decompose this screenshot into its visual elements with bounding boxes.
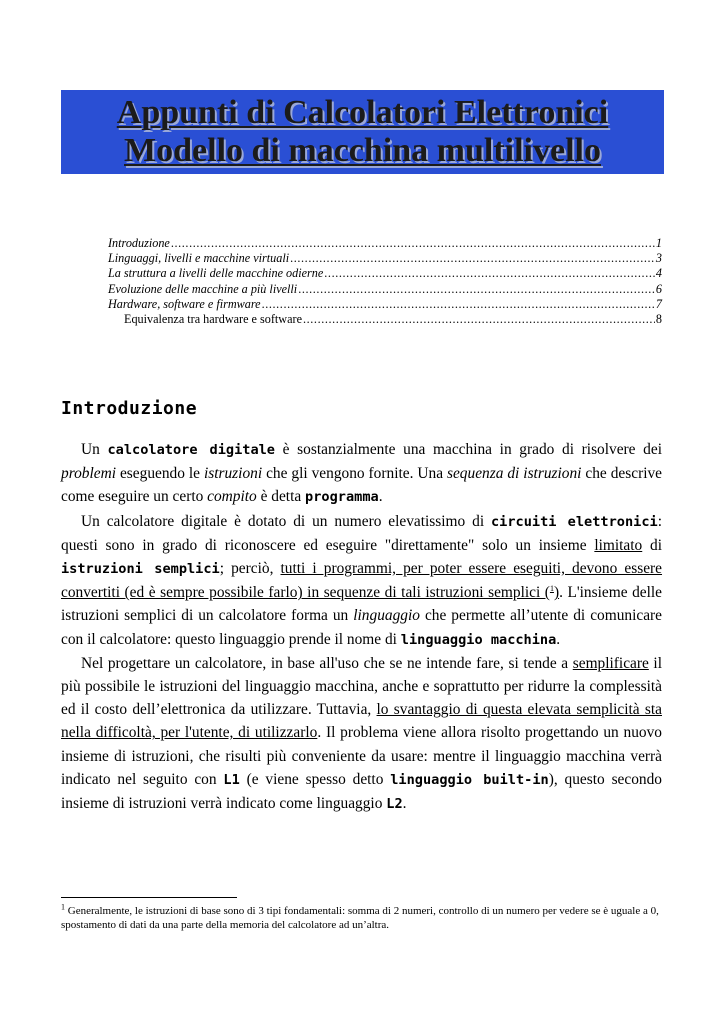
toc-entry[interactable]	[108, 236, 662, 251]
toc-entry-title: Introduzione	[108, 236, 170, 250]
toc-entry-page: 7	[655, 296, 662, 311]
toc-subentry[interactable]	[108, 312, 662, 327]
table-of-contents	[108, 236, 662, 327]
toc-entry-title: Linguaggi, livelli e macchine virtuali	[108, 251, 290, 266]
toc-entry[interactable]	[108, 297, 662, 312]
section-body	[61, 438, 662, 816]
toc-entry-page: 1	[655, 236, 662, 250]
footnote	[61, 904, 664, 932]
title-banner	[61, 90, 664, 174]
toc-entry-title: Evoluzione delle macchine a più livelli	[108, 281, 298, 296]
footnote-ref[interactable]: 1	[549, 584, 554, 594]
toc-entry-page: 3	[655, 251, 662, 266]
toc-entry-page: 8	[655, 312, 662, 327]
toc-entry-title: Hardware, software e firmware	[108, 296, 261, 311]
toc-entry-page: 6	[655, 281, 662, 296]
footnote-mark: 1	[61, 902, 65, 912]
toc-entry-title: La struttura a livelli delle macchine odierne	[108, 266, 324, 281]
toc-entry-page: 4	[655, 266, 662, 281]
footnote-text: Generalmente, le istruzioni di base sono di 3 tipi fondamentali: somma di 2 numeri, controllo di un numero per vedere se è uguale a 0, spostamento di dati da una parte della memoria del calcolatore ad un’altra.	[61, 905, 659, 931]
toc-entry[interactable]	[108, 282, 662, 297]
document-title: Appunti di Calcolatori Elettronici	[116, 94, 609, 131]
toc-entry[interactable]	[108, 251, 662, 266]
paragraph: Un calcolatore digitale è dotato di un numero elevatissimo di circuiti elettronici: questi sono in grado di riconoscere ed eseguire "direttamente" solo un insieme limitato di istruzioni semplici; perciò, tutti i programmi, per poter essere eseguiti, devono essere convertiti (ed è sempre possibile farlo) in sequenze di tali istruzioni semplici ($^1$). L'insieme delle istruzioni semplici di un calcolatore forma un linguaggio che permette all’utente di comunicare con il calcolatore: questo linguaggio prende il nome di linguaggio macchina.	[61, 512, 663, 648]
footnote-separator	[61, 897, 237, 898]
toc-entry[interactable]	[108, 266, 662, 281]
toc-entry-title: Equivalenza tra hardware e software	[124, 312, 302, 327]
paragraph: Un calcolatore digitale è sostanzialmente una macchina in grado di risolvere dei problemi eseguendo le istruzioni che gli vengono fornite. Una sequenza di istruzioni che descrive come eseguire un certo compito è detta programma.	[61, 441, 662, 506]
section-heading: Introduzione	[61, 398, 198, 419]
document-subtitle: Modello di macchina multilivello	[124, 132, 601, 169]
paragraph: Nel progettare un calcolatore, in base all'uso che se ne intende fare, si tende a semplificare il più possibile le istruzioni del linguaggio macchina, anche e soprattutto per ridurre la complessità ed il costo dell’elettronica da utilizzare. Tuttavia, lo svantaggio di questa elevata semplicità sta nella difficoltà, per l'utente, di utilizzarlo. Il problema viene allora risolto progettando un nuovo insieme di istruzioni, che risulti più conveniente da usare: mentre il linguaggio macchina verrà indicato nel seguito con L1 (e viene spesso detto linguaggio built-in), questo secondo insieme di istruzioni verrà indicato come linguaggio L2.	[61, 654, 663, 813]
